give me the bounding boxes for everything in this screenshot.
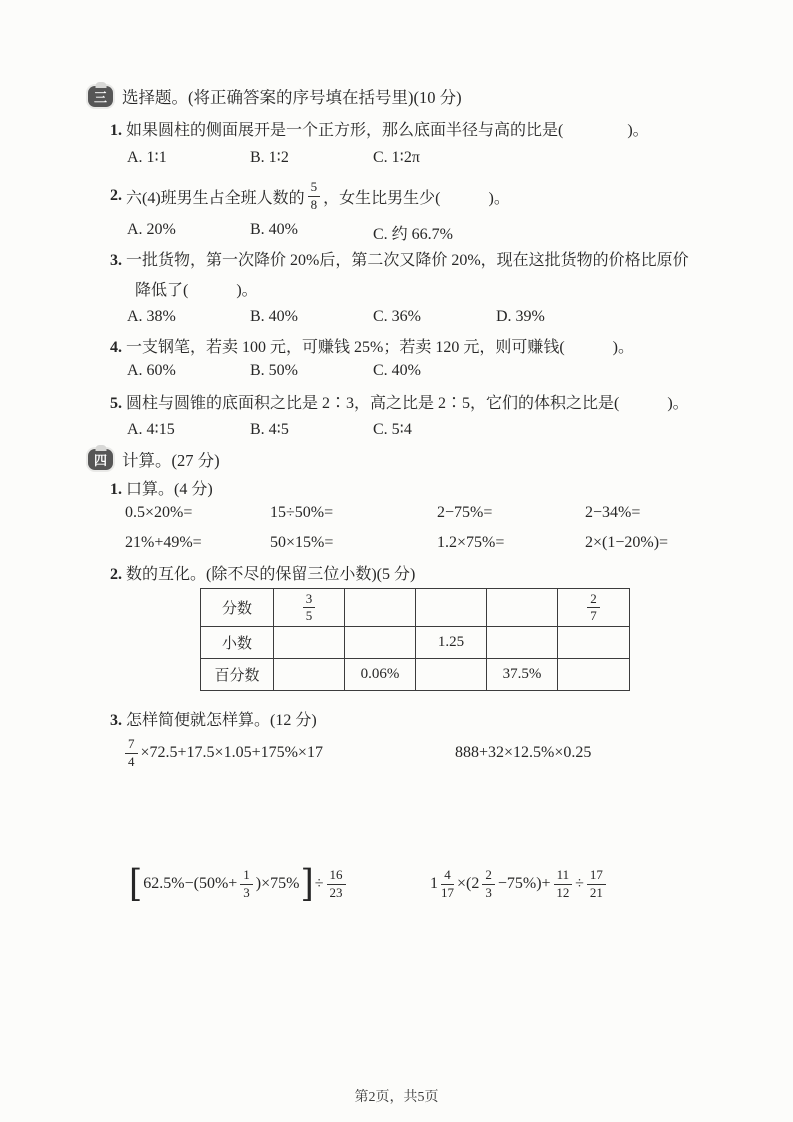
table-cell bbox=[487, 589, 558, 627]
option-c: C. 40% bbox=[373, 362, 421, 379]
expression-text: 1.25 bbox=[437, 634, 465, 650]
option-c: C. 36% bbox=[373, 308, 421, 325]
table-cell bbox=[487, 659, 558, 691]
fraction: $\frac{4}{17}$ bbox=[441, 867, 454, 900]
fraction: $\frac{7}{4}$ bbox=[125, 737, 138, 769]
conversion-table bbox=[200, 588, 630, 691]
table-cell bbox=[487, 627, 558, 659]
expression-text: −75%)+ bbox=[497, 875, 551, 893]
oral-expression: 50×15%= bbox=[270, 534, 334, 551]
table-cell bbox=[416, 627, 487, 659]
section-4-badge-icon bbox=[88, 449, 113, 470]
table-cell bbox=[558, 627, 630, 659]
expression-text: 37.5% bbox=[502, 666, 542, 682]
question-3-options bbox=[127, 308, 545, 326]
option-c: C. 1∶2π bbox=[373, 149, 420, 166]
table-row-fraction bbox=[201, 589, 630, 627]
question-5-number: 5. bbox=[110, 395, 122, 412]
section-4-header bbox=[88, 447, 220, 471]
oral-expression: 2−75%= bbox=[437, 504, 493, 521]
option-b: B. 50% bbox=[250, 362, 298, 379]
fraction: $\frac{17}{21}$ bbox=[587, 868, 606, 900]
question-3-number: 3. bbox=[110, 252, 122, 269]
expression-text: ×(2 bbox=[457, 875, 480, 893]
table-cell bbox=[345, 659, 416, 691]
question-3-line1 bbox=[110, 246, 689, 276]
table-cell bbox=[345, 589, 416, 627]
bracket: ] bbox=[300, 861, 314, 906]
part-3-label bbox=[110, 707, 317, 730]
fraction-5-8: $\frac{5}{8}$ bbox=[308, 180, 321, 212]
expression-text: 62.5%−(50%+ bbox=[143, 875, 238, 893]
fraction: $\frac{1}{3}$ bbox=[240, 868, 253, 900]
option-b: B. 40% bbox=[250, 308, 298, 325]
fraction: $\frac{2}{7}$ bbox=[587, 592, 600, 624]
question-4 bbox=[110, 334, 634, 357]
part-1-number: 1. bbox=[110, 481, 122, 498]
question-2-text-after: ，女生比男生少( )。 bbox=[323, 189, 510, 207]
part-3-number: 3. bbox=[110, 712, 122, 729]
question-2-number: 2. bbox=[110, 187, 122, 204]
expression-text: 0.06% bbox=[360, 666, 400, 682]
option-a: A. 60% bbox=[127, 362, 176, 379]
question-4-text: 一支钢笔，若卖 100 元，可赚钱 25%；若卖 120 元，则可赚钱( )。 bbox=[126, 339, 634, 356]
oral-expression: 15÷50%= bbox=[270, 504, 334, 521]
question-2-text-before: 六(4)班男生占全班人数的 bbox=[126, 189, 305, 207]
fraction: $\frac{16}{23}$ bbox=[327, 868, 346, 900]
table-cell bbox=[416, 659, 487, 691]
row-header-fraction: 分数 bbox=[201, 589, 274, 627]
oral-expression: 2×(1−20%)= bbox=[585, 534, 669, 551]
table-row-percent bbox=[201, 659, 630, 691]
part-2-number: 2. bbox=[110, 566, 122, 583]
part-1-label bbox=[110, 476, 213, 499]
part-2-label bbox=[110, 561, 415, 584]
option-c: C. 约 66.7% bbox=[373, 226, 454, 243]
page-number: 第2页，共5页 bbox=[354, 1090, 439, 1105]
question-5 bbox=[110, 390, 689, 413]
row-header-decimal: 小数 bbox=[201, 627, 274, 659]
oral-calc-row-2 bbox=[125, 534, 668, 552]
question-4-number: 4. bbox=[110, 339, 122, 356]
table-cell bbox=[274, 659, 345, 691]
table-cell bbox=[345, 627, 416, 659]
oral-expression: 21%+49%= bbox=[125, 534, 202, 551]
expression-text: ÷ bbox=[575, 875, 584, 893]
simplify-expression-3 bbox=[128, 858, 349, 910]
question-1-options bbox=[127, 147, 420, 167]
expression-text: ×72.5+17.5×1.05+175%×17 bbox=[140, 744, 323, 762]
section-4-number: 四 bbox=[93, 452, 107, 468]
question-3-text: 一批货物，第一次降价 20%后，第二次又降价 20%，现在这批货物的价格比原价 bbox=[126, 252, 689, 269]
expression-text: ÷ bbox=[314, 875, 324, 893]
table-cell bbox=[274, 627, 345, 659]
table-row-decimal bbox=[201, 627, 630, 659]
expression-text: 1 bbox=[430, 875, 438, 893]
fraction: $\frac{2}{3}$ bbox=[482, 868, 495, 900]
oral-calc-row-1 bbox=[125, 504, 640, 522]
part-1-title: 口算。(4 分) bbox=[126, 481, 213, 498]
question-5-text: 圆柱与圆锥的底面积之比是 2∶3，高之比是 2∶5，它们的体积之比是( )。 bbox=[126, 395, 689, 412]
part-3-title: 怎样简便就怎样算。(12 分) bbox=[126, 712, 317, 729]
section-3-header bbox=[88, 84, 462, 108]
simplify-expression-4 bbox=[430, 860, 609, 908]
option-a: A. 1∶1 bbox=[127, 149, 167, 166]
section-3-title: 选择题。(将正确答案的序号填在括号里)(10 分) bbox=[122, 88, 462, 107]
option-a: A. 4∶15 bbox=[127, 421, 175, 438]
simplify-expression-1 bbox=[122, 733, 323, 773]
fraction: $\frac{3}{5}$ bbox=[303, 592, 316, 624]
option-a: A. 20% bbox=[127, 221, 176, 238]
question-2 bbox=[110, 176, 510, 216]
question-5-options bbox=[127, 419, 412, 439]
option-c: C. 5∶4 bbox=[373, 421, 412, 438]
section-4-title: 计算。(27 分) bbox=[122, 451, 220, 470]
fraction: $\frac{11}{12}$ bbox=[554, 868, 573, 900]
expression-text: )×75% bbox=[255, 875, 300, 893]
row-header-percent: 百分数 bbox=[201, 659, 274, 691]
section-3-badge-icon bbox=[88, 86, 113, 107]
table-cell bbox=[558, 659, 630, 691]
simplify-expression-2 bbox=[455, 733, 591, 773]
part-2-title: 数的互化。(除不尽的保留三位小数)(5 分) bbox=[126, 566, 416, 583]
section-3-number: 三 bbox=[93, 89, 107, 105]
question-1-number: 1. bbox=[110, 122, 122, 139]
table-cell bbox=[274, 589, 345, 627]
option-d: D. 39% bbox=[496, 308, 545, 325]
table-cell bbox=[416, 589, 487, 627]
oral-expression: 0.5×20%= bbox=[125, 504, 193, 521]
table-cell bbox=[558, 589, 630, 627]
oral-expression: 1.2×75%= bbox=[437, 534, 505, 551]
option-b: B. 4∶5 bbox=[250, 421, 289, 438]
option-b: B. 1∶2 bbox=[250, 149, 289, 166]
option-a: A. 38% bbox=[127, 308, 176, 325]
oral-expression: 2−34%= bbox=[585, 504, 641, 521]
question-3 bbox=[110, 246, 689, 306]
option-b: B. 40% bbox=[250, 221, 298, 238]
question-1 bbox=[110, 117, 649, 140]
question-3-line2: 降低了( )。 bbox=[135, 282, 258, 299]
question-2-options bbox=[127, 221, 453, 244]
expression-text: 888+32×12.5%×0.25 bbox=[455, 744, 592, 762]
bracket: [ bbox=[129, 861, 143, 906]
question-4-options bbox=[127, 362, 421, 380]
question-1-text: 如果圆柱的侧面展开是一个正方形，那么底面半径与高的比是( )。 bbox=[126, 122, 649, 139]
